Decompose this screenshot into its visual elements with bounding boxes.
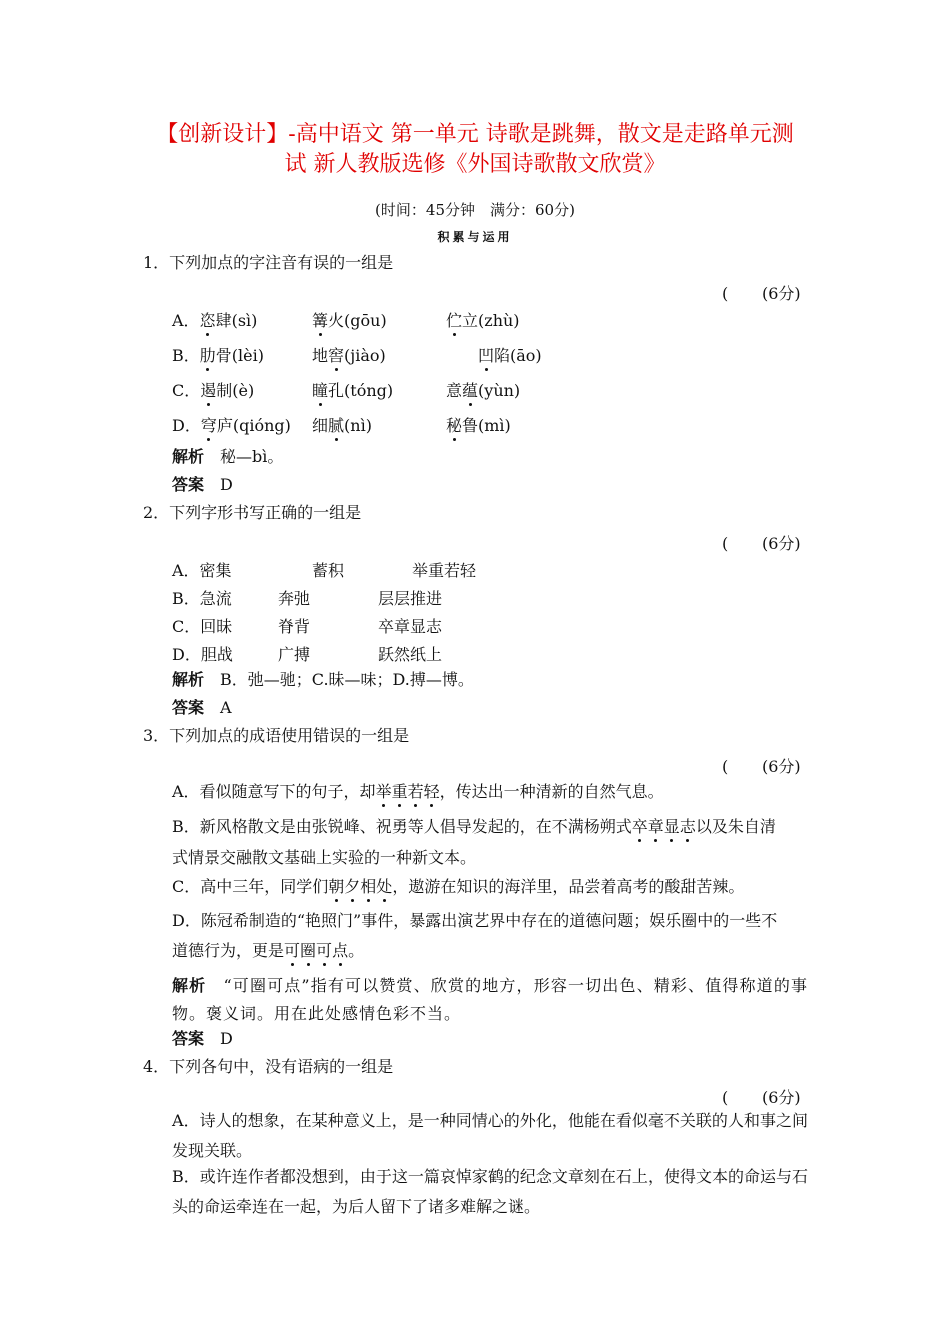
q4-score (722, 1085, 801, 1108)
q3-option-b-line2: 式情景交融散文基础上实验的一种新文本。 (172, 848, 477, 867)
time-info: (时间：45分钟 满分：60分) (375, 201, 575, 219)
q2-option-d-3: 跃然纸上 (378, 645, 443, 664)
q1-option-d-word2: 细腻(nì) (312, 416, 372, 435)
dotted-char: 卒 (631, 817, 648, 836)
q3-answer: 答案 D (172, 1029, 233, 1048)
q1-option-d-word3: 秘鲁(mì) (446, 416, 511, 435)
dotted-char: 显 (663, 817, 680, 836)
dotted-char: 凹 (478, 346, 495, 365)
dotted-char: 夕 (344, 877, 361, 896)
q3-option-a: A．看似随意写下的句子，却举重若轻，传达出一种清新的自然气息。 (172, 782, 664, 801)
dotted-char: 圈 (300, 941, 317, 960)
q2-analysis: 解析 B．弛—驰；C.昧—味；D.搏—博。 (172, 670, 474, 689)
q2-option-c-3: 卒章显志 (378, 617, 443, 636)
title-line-2: 试 新人教版选修《外国诗歌散文欣赏》 (284, 152, 666, 177)
dotted-char: 穹 (200, 416, 217, 435)
q2-score (722, 531, 801, 554)
dotted-char: 处 (376, 877, 393, 896)
dotted-char: 若 (407, 782, 424, 801)
q1-option-a-word3: 伫立(zhù) (446, 311, 520, 330)
dotted-idiom (376, 782, 440, 801)
dotted-char: 肋 (199, 346, 216, 365)
dotted-idiom (284, 941, 348, 960)
q3-option-d: D．陈冠希制造的“艳照门”事件，暴露出演艺界中存在的道德问题；娱乐圈中的一些不 (172, 911, 778, 930)
q2-option-a: A．密集 (172, 561, 232, 580)
dotted-char: 举 (375, 782, 392, 801)
paren: ( (722, 757, 729, 776)
q1-option-b-word3: 凹陷(āo) (478, 346, 542, 365)
score-label: (6分) (762, 284, 801, 303)
dotted-char: 相 (360, 877, 377, 896)
paren: ( (722, 284, 729, 303)
dotted-char: 可 (316, 941, 333, 960)
dotted-char: 伫 (446, 311, 463, 330)
score-label: (6分) (762, 1088, 801, 1107)
q3-score (722, 754, 801, 777)
dotted-char: 重 (391, 782, 408, 801)
q1-option-c-word2: 瞳孔(tóng) (312, 381, 394, 400)
q2-stem: 2．下列字形书写正确的一组是 (143, 503, 362, 522)
q2-option-a-2: 蓄积 (312, 561, 345, 580)
q3-option-c: C．高中三年，同学们朝夕相处，遨游在知识的海洋里，品尝着高考的酸甜苦辣。 (172, 877, 745, 896)
q1-option-b: B．肋骨(lèi) (172, 346, 264, 365)
q1-option-a-word2: 篝火(gōu) (312, 311, 387, 330)
paren: ( (722, 1088, 729, 1107)
q1-option-c-word3: 意蕴(yùn) (446, 381, 521, 400)
q2-option-b: B．急流 (172, 589, 232, 608)
section-heading: 积累与运用 (437, 230, 513, 244)
document-title (100, 120, 850, 180)
dotted-idiom (632, 817, 696, 836)
q3-stem: 3．下列加点的成语使用错误的一组是 (143, 726, 410, 745)
q1-analysis: 解析 秘—bì。 (172, 447, 284, 466)
q2-answer: 答案 A (172, 698, 232, 717)
q2-option-b-2: 奔弛 (278, 589, 311, 608)
score-label: (6分) (762, 534, 801, 553)
q2-option-d: D．胆战 (172, 645, 233, 664)
q3-analysis: 解析 “可圈可点”指有可以赞赏、欣赏的地方，形容一切出色、精彩、值得称道的事物。褒义词。用在此处感情色彩不当。 (172, 976, 808, 1023)
dotted-char: 窖 (328, 346, 345, 365)
dotted-char: 蕴 (462, 381, 479, 400)
q1-option-a: A．恣肆(sì) (172, 311, 258, 330)
q3-option-b: B．新风格散文是由张锐峰、祝勇等人倡导发起的，在不满杨朔式卒章显志以及朱自清 (172, 817, 776, 836)
q2-option-c-2: 脊背 (278, 617, 311, 636)
dotted-char: 可 (284, 941, 301, 960)
title-line-1: 【创新设计】-高中语文 第一单元 诗歌是跳舞，散文是走路单元测 (156, 122, 794, 147)
dotted-char: 点 (332, 941, 349, 960)
q4-option-b: B．或许连作者都没想到，由于这一篇哀悼家鹤的纪念文章刻在石上，使得文本的命运与石头的命运牵连在一起，为后人留下了诸多难解之谜。 (172, 1167, 808, 1216)
q2-option-c: C．回昧 (172, 617, 233, 636)
dotted-char: 腻 (328, 416, 345, 435)
paren: ( (722, 534, 729, 553)
q1-option-d: D．穹庐(qióng) (172, 416, 291, 435)
dotted-char: 章 (647, 817, 664, 836)
q4-stem: 4．下列各句中，没有语病的一组是 (143, 1057, 394, 1076)
dotted-char: 秘 (446, 416, 463, 435)
q1-answer: 答案 D (172, 475, 233, 494)
q2-option-b-3: 层层推进 (378, 589, 443, 608)
dotted-char: 篝 (312, 311, 329, 330)
q2-option-d-2: 广搏 (278, 645, 311, 664)
q3-option-d-line2: 道德行为，更是可圈可点。 (172, 941, 365, 960)
q2-option-a-3: 举重若轻 (412, 561, 477, 580)
dotted-char: 朝 (328, 877, 345, 896)
dotted-char: 轻 (423, 782, 440, 801)
q1-option-b-word2: 地窖(jiào) (312, 346, 386, 365)
q1-stem: 1．下列加点的字注音有误的一组是 (143, 253, 394, 272)
q4-option-a: A．诗人的想象，在某种意义上，是一种同情心的外化，他能在看似毫不关联的人和事之间发现关联。 (172, 1111, 808, 1160)
dotted-idiom (328, 877, 392, 896)
dotted-char: 瞳 (312, 381, 329, 400)
dotted-char: 恣 (199, 311, 216, 330)
q1-score (722, 281, 801, 304)
q1-option-c: C．遏制(è) (172, 381, 255, 400)
score-label: (6分) (762, 757, 801, 776)
dotted-char: 志 (679, 817, 696, 836)
dotted-char: 遏 (200, 381, 217, 400)
